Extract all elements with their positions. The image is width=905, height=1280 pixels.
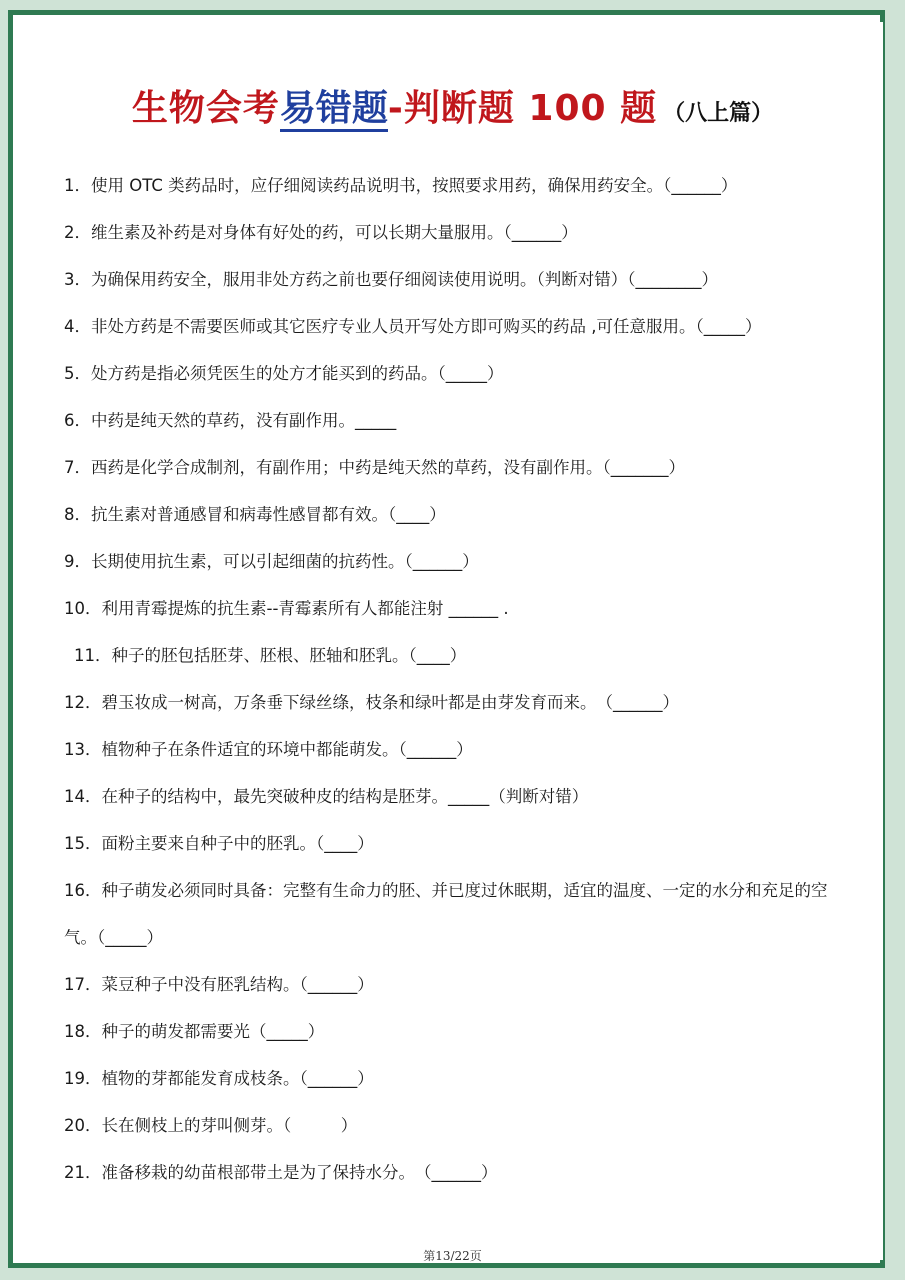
question-17: 17．菜豆种子中没有胚乳结构。（______） bbox=[64, 975, 374, 994]
question-14: 14．在种子的结构中，最先突破种皮的结构是胚芽。_____（判断对错） bbox=[64, 787, 589, 806]
question-12: 12．碧玉妆成一树高，万条垂下绿丝绦，枝条和绿叶都是由芽发育而来。 （______） bbox=[64, 693, 679, 712]
question-list bbox=[64, 162, 864, 1196]
question-18: 18．种子的萌发都需要光（_____） bbox=[64, 1022, 325, 1041]
question-2: 2．维生素及补药是对身体有好处的药，可以长期大量服用。（______） bbox=[64, 223, 578, 242]
question-11: 11．种子的胚包括胚芽、胚根、胚轴和胚乳。（____） bbox=[74, 646, 467, 665]
page-number: 第13/22页 bbox=[423, 1249, 482, 1263]
question-7: 7．西药是化学合成制剂，有副作用；中药是纯天然的草药，没有副作用。（_______） bbox=[64, 458, 685, 477]
question-16: 16．种子萌发必须同时具备：完整有生命力的胚、并已度过休眠期，适宜的温度、一定的水分和充足的空气。（_____） bbox=[64, 881, 828, 947]
title-part-3: -判断题 100 题 bbox=[387, 88, 658, 129]
question-19: 19．植物的芽都能发育成枝条。（______） bbox=[64, 1069, 374, 1088]
question-20: 20．长在侧枝上的芽叫侧芽。（ ） bbox=[64, 1116, 358, 1135]
question-6: 6．中药是纯天然的草药，没有副作用。_____ bbox=[64, 411, 397, 430]
question-8: 8．抗生素对普通感冒和病毒性感冒都有效。（____） bbox=[64, 505, 446, 524]
question-21: 21．准备移栽的幼苗根部带土是为了保持水分。 （______） bbox=[64, 1163, 498, 1182]
title-part-1: 生物会考 bbox=[131, 88, 280, 129]
question-4: 4．非处方药是不需要医师或其它医疗专业人员开写处方即可购买的药品 ,可任意服用。（_____） bbox=[64, 317, 762, 336]
title-part-4: （八上篇） bbox=[663, 101, 774, 126]
document-page bbox=[22, 22, 883, 1263]
question-15: 15．面粉主要来自种子中的胚乳。（____） bbox=[64, 834, 374, 853]
question-13: 13．植物种子在条件适宜的环境中都能萌发。（______） bbox=[64, 740, 473, 759]
question-5: 5．处方药是指必须凭医生的处方才能买到的药品。（_____） bbox=[64, 364, 504, 383]
question-9: 9．长期使用抗生素，可以引起细菌的抗药性。（______） bbox=[64, 552, 479, 571]
title-part-2-highlight: 易错题 bbox=[280, 88, 388, 132]
question-3: 3．为确保用药安全，服用非处方药之前也要仔细阅读使用说明。（判断对错）（________） bbox=[64, 270, 718, 289]
page-title bbox=[22, 80, 883, 131]
question-1: 1．使用 OTC 类药品时，应仔细阅读药品说明书，按照要求用药，确保用药安全。（______） bbox=[64, 176, 738, 195]
question-10: 10．利用青霉提炼的抗生素--青霉素所有人都能注射 ______ . bbox=[64, 599, 509, 618]
